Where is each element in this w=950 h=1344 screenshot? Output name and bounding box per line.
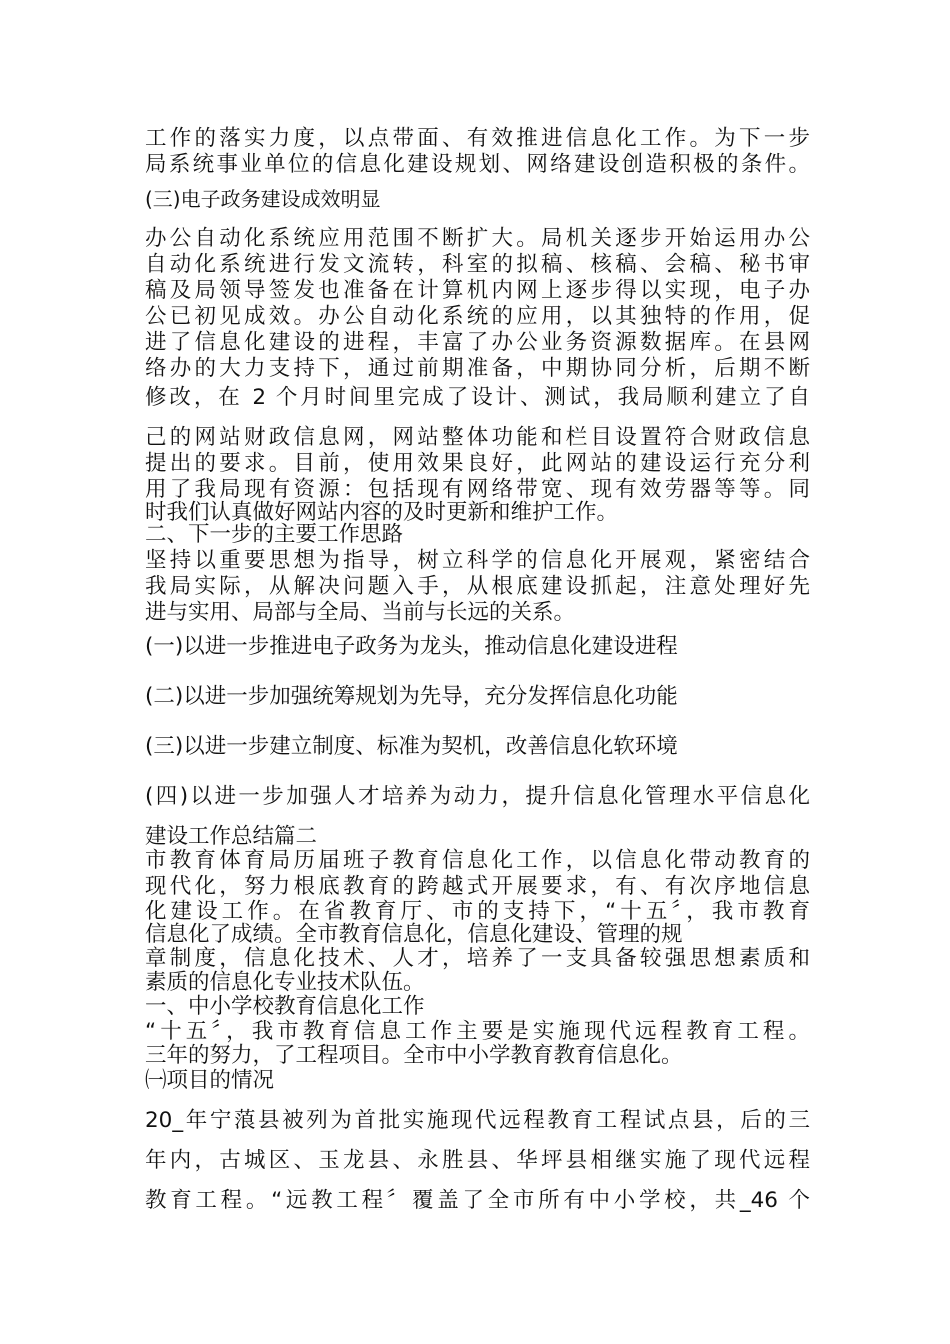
text-line: “十五〞，我市教育信息工作主要是实施现代远程教育工程。 (145, 1019, 810, 1044)
text-line: 络办的大力支持下，通过前期准备，中期协同分析，后期不断 (145, 356, 810, 381)
text-line: 章制度，信息化技术、人才，培养了一支具备较强思想素质和 (145, 946, 810, 971)
list-item: (三)以进一步建立制度、标准为契机，改善信息化软环境 (145, 734, 678, 759)
text-line: 素质的信息化专业技术队伍。 (145, 970, 425, 995)
text-line: 己的网站财政信息网，网站整体功能和栏目设置符合财政信息 (145, 425, 810, 450)
text-line: 用了我局现有资源：包括现有网络带宽、现有效劳器等等。同 (145, 477, 810, 502)
list-item: (一)以进一步推进电子政务为龙头，推动信息化建设进程 (145, 634, 678, 659)
text-line: 自动化系统进行发文流转，科室的拟稿、核稿、会稿、秘书审 (145, 252, 810, 277)
text-line: 局系统事业单位的信息化建设规划、网络建设创造积极的条件。 (145, 152, 810, 177)
text-line: 时我们认真做好网站内容的及时更新和维护工作。 (145, 500, 619, 525)
text-line: 信息化了成绩。全市教育信息化，信息化建设、管理的规 (145, 922, 683, 947)
list-item: (二)以进一步加强统筹规划为先导，充分发挥信息化功能 (145, 684, 678, 709)
text-line: 工作的落实力度，以点带面、有效推进信息化工作。为下一步 (145, 126, 810, 151)
text-line: 坚持以重要思想为指导，树立科学的信息化开展观，紧密结合 (145, 548, 810, 573)
text-line: 三年的努力，了工程项目。全市中小学教育教育信息化。 (145, 1043, 683, 1068)
text-line: 稿及局领导签发也准备在计算机内网上逐步得以实现，电子办 (145, 278, 810, 303)
text-line: 教育工程。“远教工程〞覆盖了全市所有中小学校，共_46 个 (145, 1188, 810, 1213)
text-line: 我局实际，从解决问题入手，从根底建设抓起，注意处理好先 (145, 574, 810, 599)
text-line: 办公自动化系统应用范围不断扩大。局机关逐步开始运用办公 (145, 226, 810, 251)
section-heading: (三)电子政务建设成效明显 (145, 187, 381, 211)
text-line: 市教育体育局历届班子教育信息化工作，以信息化带动教育的 (145, 848, 810, 873)
text-line: 公已初见成效。办公自动化系统的应用，以其独特的作用，促 (145, 304, 810, 329)
text-line: 20_年宁蒗县被列为首批实施现代远程教育工程试点县，后的三 (145, 1108, 810, 1133)
section-heading: 二、下一步的主要工作思路 (145, 522, 404, 547)
text-line: 提出的要求。目前，使用效果良好，此网站的建设运行充分利 (145, 451, 810, 476)
text-line: 进了信息化建设的进程，丰富了办公业务资源数据库。在县网 (145, 330, 810, 355)
text-line: 修改，在 2 个月时间里完成了设计、测试，我局顺利建立了自 (145, 385, 810, 410)
text-line: 现代化，努力根底教育的跨越式开展要求，有、有次序地信息 (145, 874, 810, 899)
list-item: (四)以进一步加强人才培养为动力，提升信息化管理水平信息化 (145, 784, 810, 809)
text-line: 年内，古城区、玉龙县、永胜县、华坪县相继实施了现代远程 (145, 1148, 810, 1173)
text-line: 化建设工作。在省教育厅、市的支持下，“十五〞，我市教育 (145, 899, 810, 924)
text-line: 进与实用、局部与全局、当前与长远的关系。 (145, 600, 576, 625)
section-heading: ㈠项目的情况 (145, 1068, 275, 1093)
section-heading: 一、中小学校教育信息化工作 (145, 994, 425, 1019)
section-heading: 建设工作总结篇二 (145, 824, 318, 849)
